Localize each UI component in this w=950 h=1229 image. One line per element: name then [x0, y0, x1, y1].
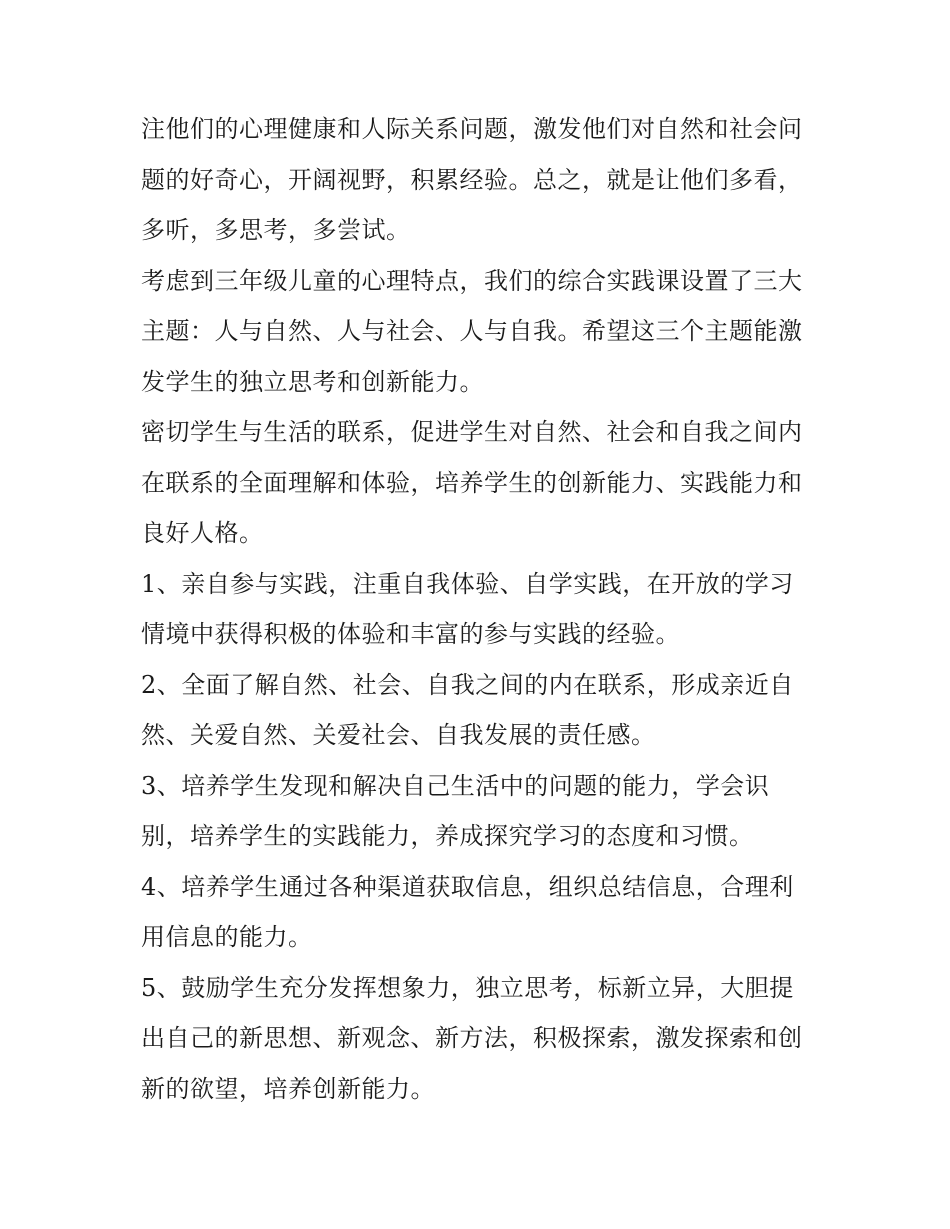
list-item-3 [141, 761, 813, 862]
text-line: 3、培养学生发现和解决自己生活中的问题的能力，学会识 [141, 771, 770, 800]
list-item-1 [141, 559, 813, 660]
text-line: 用信息的能力。 [141, 923, 313, 951]
text-line: 良好人格。 [141, 519, 264, 547]
text-line: 然、关爱自然、关爱社会、自我发展的责任感。 [141, 721, 656, 749]
text-line: 题的好奇心，开阔视野，积累经验。总之，就是让他们多看， [141, 165, 803, 194]
text-line: 密切学生与生活的联系，促进学生对自然、社会和自我之间内 [141, 418, 803, 446]
text-line: 在联系的全面理解和体验，培养学生的创新能力、实践能力和 [141, 468, 803, 497]
text-line: 5、鼓励学生充分发挥想象力，独立思考，标新立异，大胆提 [141, 973, 794, 1002]
text-line: 别，培养学生的实践能力，养成探究学习的态度和习惯。 [141, 822, 754, 850]
text-line: 情境中获得积极的体验和丰富的参与实践的经验。 [141, 620, 680, 648]
paragraph-intro-continuation [141, 104, 813, 256]
text-line: 考虑到三年级儿童的心理特点，我们的综合实践课设置了三大 [141, 266, 803, 295]
list-item-5 [141, 963, 813, 1115]
text-line: 4、培养学生通过各种渠道获取信息，组织总结信息，合理利 [141, 872, 794, 901]
document-page [141, 104, 813, 1114]
paragraph-themes [141, 256, 813, 408]
text-line: 主题：人与自然、人与社会、人与自我。希望这三个主题能激 [141, 317, 803, 345]
text-line: 2、全面了解自然、社会、自我之间的内在联系，形成亲近自 [141, 670, 794, 699]
text-line: 多听，多思考，多尝试。 [141, 216, 411, 244]
text-line: 新的欲望，培养创新能力。 [141, 1074, 435, 1103]
list-item-2 [141, 660, 813, 761]
text-line: 注他们的心理健康和人际关系问题，激发他们对自然和社会问 [141, 115, 803, 143]
paragraph-goals [141, 407, 813, 559]
text-line: 1、亲自参与实践，注重自我体验、自学实践，在开放的学习 [141, 569, 794, 598]
list-item-4 [141, 862, 813, 963]
text-line: 发学生的独立思考和创新能力。 [141, 367, 484, 396]
text-line: 出自己的新思想、新观念、新方法，积极探索，激发探索和创 [141, 1024, 803, 1052]
